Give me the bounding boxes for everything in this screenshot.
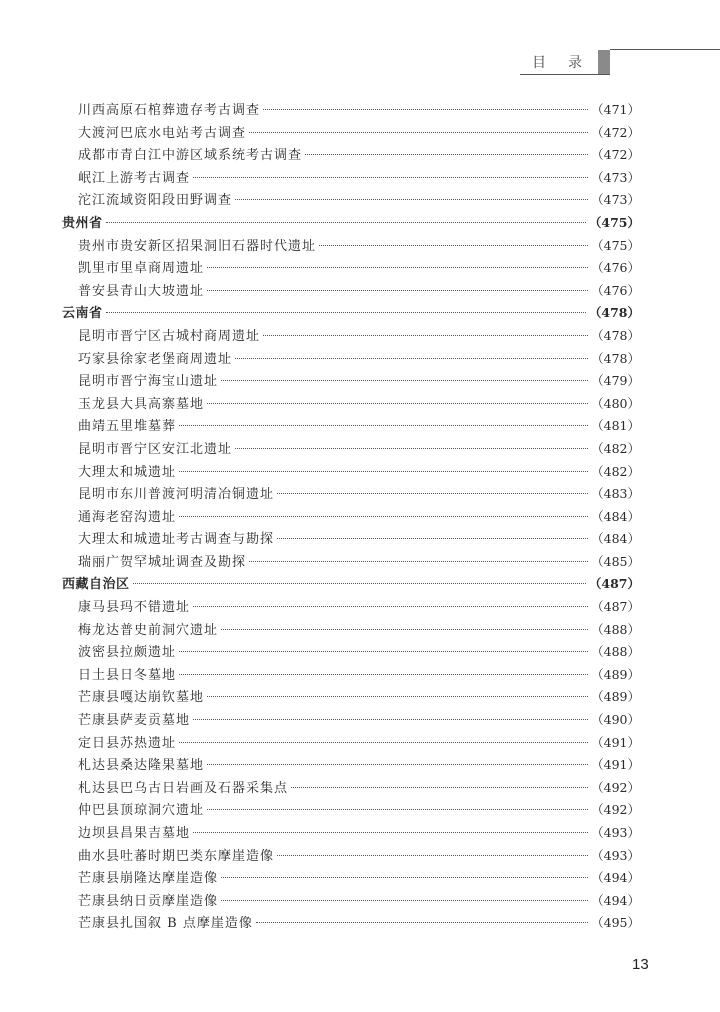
toc-section-heading[interactable] — [62, 212, 640, 235]
toc-entry-title: 成都市青白江中游区域系统考古调查 — [78, 148, 303, 164]
toc-entry-page: （492） — [591, 779, 640, 795]
toc-entry-page: （487） — [591, 599, 640, 615]
toc-entry[interactable] — [62, 483, 640, 506]
toc-entry[interactable] — [62, 912, 640, 935]
toc-entry[interactable] — [62, 777, 640, 800]
dot-leader — [179, 425, 588, 426]
toc-entry-title: 沱江流域资阳段田野调查 — [78, 193, 233, 209]
toc-entry-page: （472） — [591, 124, 640, 140]
toc-entry[interactable] — [62, 235, 640, 258]
dot-leader — [221, 900, 588, 901]
dot-leader — [263, 109, 588, 110]
toc-entry-page: （475） — [591, 237, 640, 253]
header-title: 目录 — [532, 55, 604, 71]
dot-leader — [277, 855, 588, 856]
toc-entry[interactable] — [62, 754, 640, 777]
dot-leader — [263, 335, 588, 336]
toc-entry-title: 芒康县扎国叙 B 点摩崖造像 — [78, 916, 253, 932]
dot-leader — [207, 267, 588, 268]
toc-entry-title: 巧家县徐家老堡商周遗址 — [78, 351, 233, 367]
toc-entry-title: 通海老窑沟遗址 — [78, 509, 177, 525]
dot-leader — [179, 742, 588, 743]
header-underline — [520, 74, 610, 75]
page-number: 13 — [632, 956, 649, 973]
dot-leader — [179, 674, 588, 675]
toc-entry-title: 西藏自治区 — [62, 577, 130, 593]
toc-entry-page: （488） — [591, 621, 640, 637]
toc-entry-page: （481） — [591, 418, 640, 434]
toc-entry-page: （484） — [591, 508, 640, 524]
toc-entry[interactable] — [62, 619, 640, 642]
toc-entry-page: （475） — [588, 214, 640, 230]
toc-entry-title: 芒康县纳日贡摩崖造像 — [78, 893, 219, 909]
toc-entry[interactable] — [62, 167, 640, 190]
toc-entry-page: （478） — [588, 305, 640, 321]
dot-leader — [106, 312, 586, 313]
toc-entry[interactable] — [62, 257, 640, 280]
dot-leader — [179, 471, 588, 472]
toc-entry-page: （494） — [591, 870, 640, 886]
dot-leader — [179, 516, 588, 517]
toc-entry[interactable] — [62, 709, 640, 732]
toc-entry[interactable] — [62, 370, 640, 393]
toc-entry-title: 仲巴县顶琼洞穴遗址 — [78, 803, 205, 819]
dot-leader — [221, 380, 588, 381]
toc-entry-title: 康马县玛不错遗址 — [78, 600, 191, 616]
dot-leader — [249, 561, 588, 562]
toc-entry[interactable] — [62, 551, 640, 574]
toc-entry-page: （491） — [591, 757, 640, 773]
dot-leader — [193, 719, 588, 720]
toc-entry-page: （484） — [591, 531, 640, 547]
toc-section-heading[interactable] — [62, 302, 640, 325]
dot-leader — [193, 606, 588, 607]
toc-entry-page: （482） — [591, 463, 640, 479]
toc-entry-page: （489） — [591, 666, 640, 682]
toc-entry[interactable] — [62, 506, 640, 529]
toc-entry-title: 昆明市东川普渡河明清冶铜遗址 — [78, 487, 275, 503]
toc-entry[interactable] — [62, 732, 640, 755]
toc-entry[interactable] — [62, 641, 640, 664]
toc-entry[interactable] — [62, 189, 640, 212]
dot-leader — [291, 787, 588, 788]
toc-entry[interactable] — [62, 393, 640, 416]
dot-leader — [207, 290, 588, 291]
dot-leader — [179, 651, 588, 652]
toc-entry-title: 定日县苏热遗址 — [78, 735, 177, 751]
toc-entry-page: （492） — [591, 802, 640, 818]
toc-entry-title: 大理太和城遗址考古调查与勘探 — [78, 532, 275, 548]
toc-entry[interactable] — [62, 845, 640, 868]
toc-entry[interactable] — [62, 461, 640, 484]
toc-entry-title: 芒康县嘎达崩钦墓地 — [78, 690, 205, 706]
dot-leader — [249, 132, 588, 133]
toc-entry-page: （480） — [591, 395, 640, 411]
toc-entry-page: （482） — [591, 440, 640, 456]
dot-leader — [207, 809, 588, 810]
dot-leader — [207, 696, 588, 697]
toc-entry-title: 曲靖五里堆墓葬 — [78, 419, 177, 435]
toc-entry-page: （479） — [591, 373, 640, 389]
dot-leader — [106, 222, 586, 223]
toc-entry-title: 瑞丽广贺罕城址调查及勘探 — [78, 554, 247, 570]
toc-entry-title: 札达县桑达隆果墓地 — [78, 758, 205, 774]
toc-entry-title: 曲水县吐蕃时期巴类东摩崖造像 — [78, 848, 275, 864]
toc-entry-title: 玉龙县大具高寨墓地 — [78, 396, 205, 412]
toc-entry[interactable] — [62, 122, 640, 145]
toc-entry-page: （495） — [591, 915, 640, 931]
toc-entry-page: （487） — [588, 576, 640, 592]
dot-leader — [133, 583, 586, 584]
dot-leader — [193, 177, 588, 178]
dot-leader — [193, 832, 588, 833]
toc-entry-title: 川西高原石棺葬遗存考古调查 — [78, 103, 261, 118]
toc-entry-page: （471） — [591, 102, 640, 117]
toc-entry-page: （476） — [591, 260, 640, 276]
toc-entry[interactable] — [62, 686, 640, 709]
dot-leader — [207, 403, 588, 404]
toc-entry-title: 贵州省 — [62, 215, 103, 231]
dot-leader — [277, 538, 588, 539]
toc-entry-page: （478） — [591, 327, 640, 343]
toc-entry-page: （478） — [591, 350, 640, 366]
toc-entry-page: （493） — [591, 847, 640, 863]
toc-entry[interactable] — [62, 348, 640, 371]
toc-entry-title: 日土县日冬墓地 — [78, 667, 177, 683]
toc-entry[interactable] — [62, 528, 640, 551]
toc-entry[interactable] — [62, 438, 640, 461]
toc-entry-page: （494） — [591, 892, 640, 908]
dot-leader — [207, 764, 588, 765]
dot-leader — [256, 922, 588, 923]
toc-entry-title: 大渡河巴底水电站考古调查 — [78, 125, 247, 141]
dot-leader — [235, 358, 588, 359]
toc-entry-page: （473） — [591, 169, 640, 185]
toc-entry[interactable] — [62, 822, 640, 845]
header-rule — [610, 49, 720, 50]
toc-entry-page: （485） — [591, 553, 640, 569]
toc-entry-title: 昆明市晋宁海宝山遗址 — [78, 374, 219, 390]
toc-entry[interactable] — [62, 325, 640, 348]
toc-entry[interactable] — [62, 99, 640, 122]
toc-entry[interactable] — [62, 415, 640, 438]
toc-entry-title: 普安县青山大坡遗址 — [78, 283, 205, 299]
dot-leader — [319, 245, 588, 246]
dot-leader — [305, 154, 588, 155]
dot-leader — [221, 629, 588, 630]
table-of-contents — [62, 99, 640, 935]
toc-entry-title: 梅龙达普史前洞穴遗址 — [78, 622, 219, 638]
toc-entry-title: 昆明市晋宁区古城村商周遗址 — [78, 328, 261, 344]
dot-leader — [235, 448, 588, 449]
toc-entry-page: （490） — [591, 712, 640, 728]
dot-leader — [277, 493, 588, 494]
toc-entry-title: 芒康县萨麦贡墓地 — [78, 713, 191, 729]
toc-entry-title: 贵州市贵安新区招果洞旧石器时代遗址 — [78, 238, 317, 254]
toc-entry-title: 边坝县昌果吉墓地 — [78, 826, 191, 841]
toc-entry-title: 岷江上游考古调查 — [78, 170, 191, 186]
toc-entry[interactable] — [62, 144, 640, 167]
toc-entry-page: （493） — [591, 825, 640, 840]
toc-entry-title: 札达县巴乌古日岩画及石器采集点 — [78, 780, 289, 796]
toc-entry-page: （472） — [591, 147, 640, 163]
toc-entry-page: （473） — [591, 192, 640, 208]
toc-entry-page: （476） — [591, 282, 640, 298]
toc-entry-title: 云南省 — [62, 306, 103, 322]
toc-entry-title: 昆明市晋宁区安江北遗址 — [78, 441, 233, 457]
toc-entry-page: （488） — [591, 644, 640, 660]
toc-entry-page: （489） — [591, 689, 640, 705]
toc-entry[interactable] — [62, 890, 640, 913]
toc-entry-page: （491） — [591, 734, 640, 750]
toc-entry-page: （483） — [591, 486, 640, 502]
toc-section-heading[interactable] — [62, 573, 640, 596]
toc-entry[interactable] — [62, 280, 640, 303]
toc-entry[interactable] — [62, 867, 640, 890]
dot-leader — [235, 199, 588, 200]
toc-entry-title: 芒康县崩隆达摩崖造像 — [78, 871, 219, 887]
toc-entry-title: 波密县拉颇遗址 — [78, 645, 177, 661]
dot-leader — [221, 877, 588, 878]
toc-entry[interactable] — [62, 596, 640, 619]
toc-entry[interactable] — [62, 799, 640, 822]
toc-entry[interactable] — [62, 664, 640, 687]
toc-entry-title: 大理太和城遗址 — [78, 464, 177, 480]
toc-entry-title: 凯里市里卓商周遗址 — [78, 261, 205, 277]
